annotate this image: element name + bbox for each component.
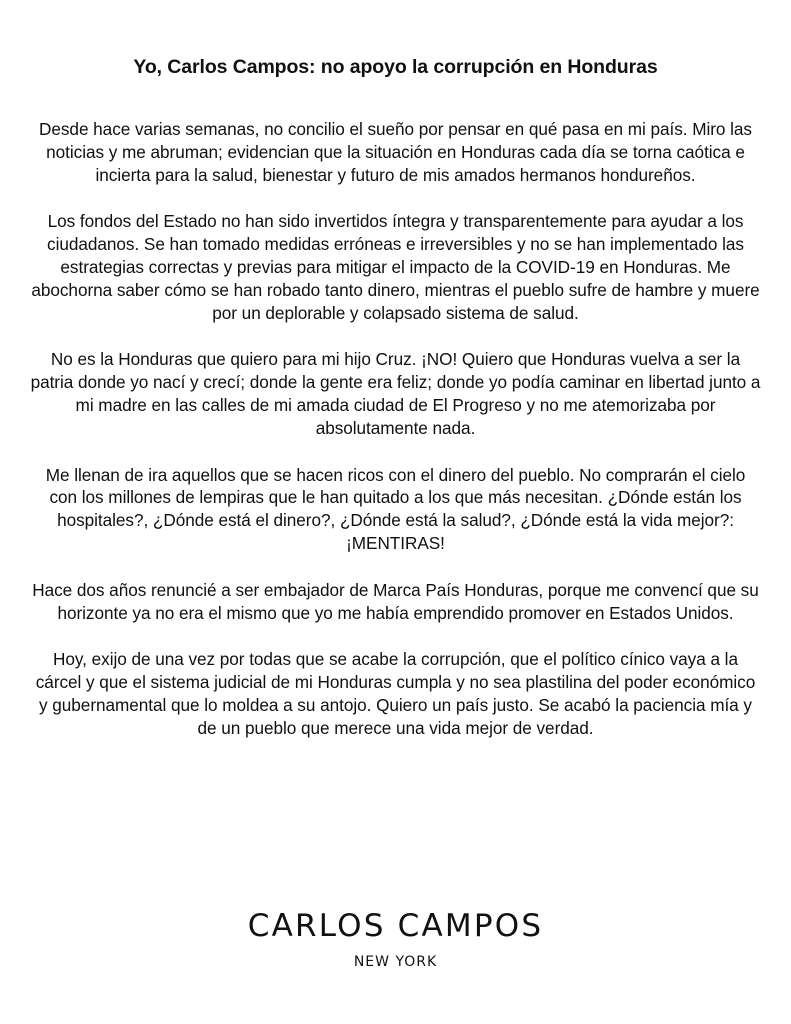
paragraph-4: Me llenan de ira aquellos que se hacen ricos con el dinero del pueblo. No comprarán el cielo con los millones de lempiras que le han quitado a los que más necesitan. ¿Dónde están los hospitales?, ¿Dónde está el dinero?, ¿Dónde está la salud?, ¿Dónde está la vida mejor?: ¡MENTIRAS! [45, 464, 746, 553]
letter-body [30, 118, 761, 764]
signature-location: NEW YORK [353, 954, 438, 970]
letter-title: Yo, Carlos Campos: no apoyo la corrupción en Honduras [133, 56, 658, 78]
paragraph-5: Hace dos años renuncié a ser embajador de Marca País Honduras, porque me convencí que su horizonte ya no era el mismo que yo me había emprendido promover en Estados Unidos. [32, 579, 759, 623]
paragraph-6: Hoy, exijo de una vez por todas que se acabe la corrupción, que el político cínico vaya a la cárcel y que el sistema judicial de mi Honduras cumpla y no sea plastilina del poder económico y gubernamental que lo moldea a su antojo. Quiero un país justo. Se acabó la paciencia mía y de un pueblo que merece una vida mejor de verdad. [35, 649, 756, 738]
paragraph-1: Desde hace varias semanas, no concilio el sueño por pensar en qué pasa en mi país. Miro las noticias y me abruman; evidencian que la situación en Honduras cada día se torna caótica e incierta para la salud, bienestar y futuro de mis amados hermanos hondureños. [39, 119, 752, 185]
paragraph-2: Los fondos del Estado no han sido invertidos íntegra y transparentemente para ayudar a los ciudadanos. Se han tomado medidas erróneas e irreversibles y no se han implementado las estrategias correctas y previas para mitigar el impacto de la COVID-19 en Honduras. Me abochorna saber cómo se han robado tanto dinero, mientras el pueblo sufre de hambre y muere por un deplorable y colapsado sistema de salud. [31, 211, 760, 323]
paragraph-3: No es la Honduras que quiero para mi hijo Cruz. ¡NO! Quiero que Honduras vuelva a ser la patria donde yo nací y crecí; donde la gente era feliz; donde yo podía caminar en libertad junto a mi madre en las calles de mi amada ciudad de El Progreso y no me atemorizaba por absolutamente nada. [30, 349, 761, 438]
signature-name: CARLOS CAMPOS [247, 908, 544, 944]
